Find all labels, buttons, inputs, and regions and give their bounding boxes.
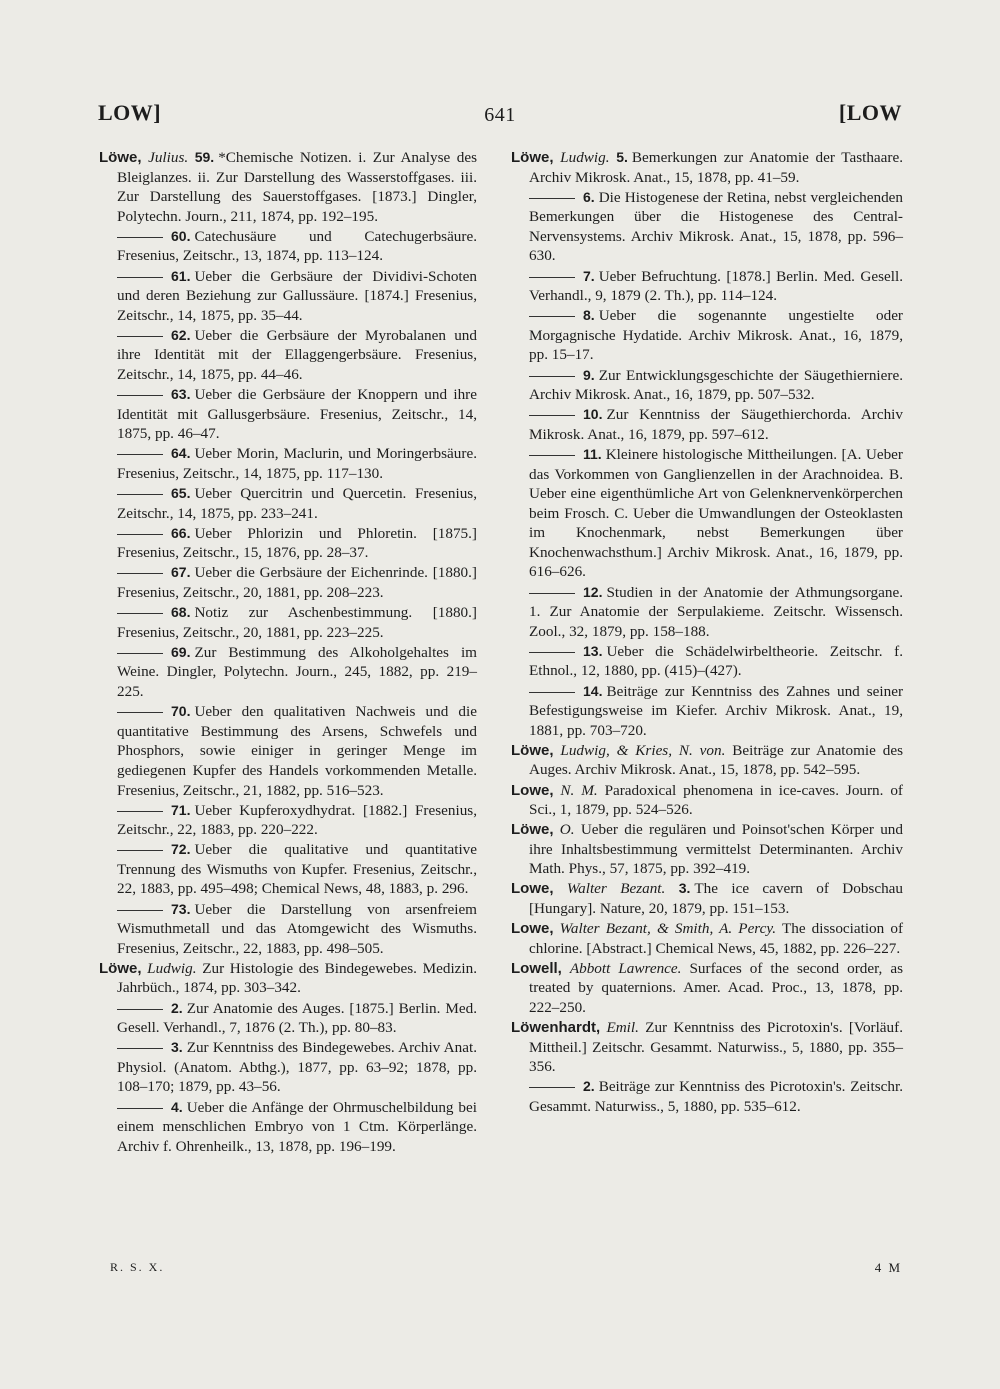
bibliography-entry [511, 642, 903, 681]
entry-text: Catechusäure und Catechugerbsäure. Fresenius, Zeitschr., 13, 1874, pp. 113–124. [117, 227, 477, 265]
entry-number: 6. [583, 188, 595, 205]
bibliography-entry [511, 919, 903, 958]
bibliography-entry [99, 603, 477, 642]
entry-number: 2. [583, 1078, 595, 1095]
bibliography-entry [99, 959, 477, 998]
bibliography-entry [99, 444, 477, 483]
ditto-dash [529, 277, 575, 278]
entry-number: 14. [583, 682, 603, 699]
right-column [511, 148, 903, 1117]
entry-number: 2. [171, 999, 183, 1016]
entry-number: 65. [171, 485, 191, 502]
entry-text: Ueber Befruchtung. [1878.] Berlin. Med. Gesell. Verhandl., 9, 1879 (2. Th.), pp. 114–124. [529, 267, 903, 305]
bibliography-entry [99, 563, 477, 602]
author-name: Lowe, [511, 880, 554, 898]
ditto-dash [117, 653, 163, 654]
ditto-dash [529, 198, 575, 199]
ditto-dash [529, 652, 575, 653]
entry-text: Ueber die Schädelwirbeltheorie. Zeitschr. f. Ethnol., 12, 1880, pp. (415)–(427). [529, 642, 903, 680]
entry-text: Bemerkungen zur Anatomie der Tasthaare. Archiv Mikrosk. Anat., 15, 1878, pp. 41–59. [529, 149, 904, 186]
bibliography-entry [511, 583, 903, 642]
entry-text: Zur Entwicklungsgeschichte der Säugethierniere. Archiv Mikrosk. Anat., 16, 1879, pp. 507–532. [529, 366, 903, 404]
ditto-dash [117, 910, 163, 911]
ditto-dash [117, 1048, 163, 1049]
ditto-dash [529, 1087, 575, 1088]
ditto-dash [117, 277, 163, 278]
bibliography-entry [511, 148, 903, 187]
ditto-dash [117, 573, 163, 574]
entry-number: 63. [171, 386, 191, 403]
entry-text: Ueber die Gerbsäure der Myrobalanen und ihre Identität mit der Ellaggengerbsäure. Fresenius, Zeitschr., 14, 1875, pp. 44–46. [117, 326, 477, 384]
ditto-dash [529, 455, 575, 456]
entry-number: 68. [171, 604, 191, 621]
entry-text: Zur Kenntniss des Picrotoxin's. [Vorläuf. Mittheil.] Zeitschr. Gesammt. Naturwiss., 5, 1880, pp. 355–356. [529, 1019, 904, 1076]
bibliography-entry [99, 900, 477, 959]
entry-number: 69. [171, 643, 191, 660]
ditto-dash [117, 811, 163, 812]
author-name: Löwe, [511, 149, 554, 166]
bibliography-entry [511, 1018, 903, 1077]
bibliography-entry [99, 801, 477, 840]
ditto-dash [529, 692, 575, 693]
entry-number: 67. [171, 564, 191, 581]
entry-text: Die Histogenese der Retina, nebst vergleichenden Bemerkungen über die Histogenese des Central-Nervensystems. Archiv Mikrosk. Anat., 15, 1878, pp. 596–630. [529, 188, 903, 265]
entry-text: Ueber die Gerbsäure der Eichenrinde. [1880.] Fresenius, Zeitschr., 20, 1881, pp. 208–223. [117, 564, 477, 602]
ditto-dash [529, 316, 575, 317]
entry-text: Ueber den qualitativen Nachweis und die quantitative Bestimmung des Arsens, Schwefels und Phosphors, sowie einiger in geringer Menge im gediegenen Kupfer des Handels vorkommenden Metalle. Fresenius, Zeitschr., 21, 1882, pp. 516–523. [117, 703, 477, 799]
ditto-dash [117, 850, 163, 851]
entry-number: 66. [171, 524, 191, 541]
entry-number: 13. [583, 642, 603, 659]
entry-number: 12. [583, 583, 603, 600]
bibliography-entry [99, 267, 477, 326]
ditto-dash [529, 415, 575, 416]
bibliography-entry [511, 1077, 903, 1116]
bibliography-entry [511, 741, 903, 780]
entry-text: The ice cavern of Dobschau [Hungary]. Nature, 20, 1879, pp. 151–153. [529, 880, 904, 918]
ditto-dash [529, 376, 575, 377]
running-head-left: LOW] [98, 100, 162, 125]
entry-number: 11. [583, 445, 602, 462]
author-forename: Julius. [148, 149, 189, 166]
signature-mark: R. S. X. [110, 1260, 165, 1274]
bibliography-entry [99, 1038, 477, 1097]
entry-text: Ueber Kupferoxydhydrat. [1882.] Fresenius, Zeitschr., 22, 1883, pp. 220–222. [117, 801, 477, 839]
author-forename: Ludwig, & Kries, N. von. [560, 741, 726, 759]
entry-text: Beiträge zur Kenntniss des Picrotoxin's. Zeitschr. Gesammt. Naturwiss., 5, 1880, pp. 535–612. [529, 1078, 903, 1115]
entry-number: 61. [171, 267, 191, 284]
entry-number: 59. [194, 149, 215, 165]
entry-text: Paradoxical phenomena in ice-caves. Journ. of Sci., 1, 1879, pp. 524–526. [529, 781, 903, 819]
author-forename: Ludwig. [560, 149, 610, 166]
entry-text: Notiz zur Aschenbestimmung. [1880.] Fresenius, Zeitschr., 20, 1881, pp. 223–225. [117, 604, 477, 641]
entry-text: The dissociation of chlorine. [Abstract.] Chemical News, 45, 1882, pp. 226–227. [529, 920, 904, 957]
author-name: Lowe, [511, 920, 554, 938]
bibliography-entry [511, 366, 903, 405]
entry-text: Ueber die Gerbsäure der Dividivi-Schoten und deren Beziehung zur Gallussäure. [1874.] Fresenius, Zeitschr., 14, 1875, pp. 35–44. [117, 267, 477, 324]
entry-number: 62. [171, 326, 191, 343]
author-forename: Emil. [606, 1019, 639, 1037]
author-forename: Walter Bezant, & Smith, A. Percy. [559, 920, 777, 938]
entry-text: Ueber die regulären und Poinsot'schen Körper und ihre Inhaltsbestimmung vermittelst Determinanten. Archiv Math. Phys., 57, 1875, pp. 392–419. [529, 821, 903, 878]
author-name: Lowe, [511, 781, 554, 799]
bibliography-entry [511, 682, 903, 741]
entry-number: 71. [171, 801, 191, 818]
bibliography-entry [99, 484, 477, 523]
ditto-dash [117, 534, 163, 535]
ditto-dash [117, 1009, 163, 1010]
bibliography-entry [511, 781, 903, 820]
bibliography-entry [99, 643, 477, 702]
ditto-dash [117, 1108, 163, 1109]
left-column [99, 148, 477, 1157]
entry-number: 72. [171, 841, 191, 858]
entry-number: 10. [583, 406, 603, 423]
entry-text: Surfaces of the second order, as treated by quaternions. Amer. Acad. Proc., 13, 1878, pp. 222–250. [529, 959, 903, 1017]
entry-text: Ueber die qualitative und quantitative Trennung des Wismuths von Kupfer. Fresenius, Zeitschr., 22, 1883, pp. 495–498; Chemical News, 48, 1883, p. 296. [117, 841, 477, 898]
bibliography-entry [99, 1098, 477, 1157]
ditto-dash [117, 494, 163, 495]
bibliography-entry [511, 306, 903, 365]
author-name: Lowell, [511, 959, 562, 977]
ditto-dash [117, 237, 163, 238]
ditto-dash [117, 712, 163, 713]
entry-number: 7. [583, 267, 595, 284]
running-head-right: [LOW [838, 100, 902, 125]
entry-text: *Chemische Notizen. i. Zur Analyse des Bleiglanzes. ii. Zur Darstellung des Wasserstoffgases. iii. Zur Darstellung des Sauerstoffgases. [1873.] Dingler, Polytechn. Journ., 211, 1874, pp. 192–195. [117, 149, 478, 225]
entry-text: Zur Histologie des Bindegewebes. Medizin. Jahrbüch., 1874, pp. 303–342. [117, 959, 478, 997]
gathering-mark: 4 M [874, 1260, 902, 1275]
author-name: Löwe, [99, 959, 142, 977]
entry-number: 73. [171, 900, 191, 917]
entry-number: 9. [583, 366, 595, 383]
entry-text: Beiträge zur Anatomie des Auges. Archiv Mikrosk. Anat., 15, 1878, pp. 542–595. [529, 741, 904, 779]
bibliography-entry [511, 188, 903, 266]
bibliography-entry [511, 445, 903, 582]
author-forename: Walter Bezant. [566, 880, 666, 898]
entry-text: Zur Kenntniss der Säugethierchorda. Archiv Mikrosk. Anat., 16, 1879, pp. 597–612. [529, 406, 903, 443]
bibliography-entry [511, 405, 903, 444]
entry-text: Studien in der Anatomie der Athmungsorgane. 1. Zur Anatomie der Serpulakieme. Zeitschr. Wissensch. Zool., 32, 1879, pp. 158–188. [529, 583, 903, 640]
entry-text: Ueber Morin, Maclurin, und Moringerbsäure. Fresenius, Zeitschr., 14, 1875, pp. 117–130. [117, 445, 477, 482]
bibliography-entry [99, 148, 477, 226]
author-forename: N. M. [560, 781, 598, 799]
entry-text: Ueber die Darstellung von arsenfreiem Wismuthmetall und das Atomgewicht des Wismuths. Fresenius, Zeitschr., 22, 1883, pp. 498–505. [117, 900, 477, 957]
entry-number: 8. [583, 307, 595, 324]
bibliography-entry [511, 879, 903, 918]
page-number: 641 [484, 104, 516, 126]
bibliography-entry [99, 999, 477, 1038]
entry-text: Ueber die Gerbsäure der Knoppern und ihre Identität mit Gallusgerbsäure. Fresenius, Zeitschr., 14, 1875, pp. 46–47. [117, 386, 477, 443]
bibliography-entry [99, 840, 477, 899]
bibliography-entry [511, 820, 903, 879]
bibliography-entry [99, 227, 477, 266]
author-forename: Abbott Lawrence. [569, 959, 682, 977]
author-name: Löwenhardt, [511, 1019, 601, 1037]
entry-number: 3. [171, 1039, 183, 1056]
entry-text: Ueber Phlorizin und Phloretin. [1875.] Fresenius, Zeitschr., 15, 1876, pp. 28–37. [117, 524, 477, 562]
ditto-dash [117, 454, 163, 455]
entry-text: Ueber Quercitrin und Quercetin. Fresenius, Zeitschr., 14, 1875, pp. 233–241. [117, 485, 477, 522]
entry-text: Beiträge zur Kenntniss des Zahnes und seiner Befestigungsweise im Kiefer. Archiv Mikrosk. Anat., 19, 1881, pp. 703–720. [529, 682, 903, 739]
entry-text: Zur Bestimmung des Alkoholgehaltes im Weine. Dingler, Polytechn. Journ., 245, 1882, pp. 219–225. [117, 643, 477, 701]
entry-number: 4. [171, 1098, 183, 1115]
bibliography-entry [511, 959, 903, 1018]
entry-text: Ueber die Anfänge der Ohrmuschelbildung bei einem menschlichen Embryo von 1 Ctm. Körperlänge. Archiv f. Ohrenheilk., 13, 1878, pp. 196–199. [117, 1098, 477, 1155]
entry-number: 64. [171, 445, 191, 462]
entry-text: Ueber die sogenannte ungestielte oder Morgagnische Hydatide. Archiv Mikrosk. Anat., 16, 1879, pp. 15–17. [529, 307, 903, 364]
entry-number: 60. [171, 227, 191, 244]
author-forename: O. [559, 821, 575, 839]
entry-text: Kleinere histologische Mittheilungen. [A. Ueber das Vorkommen von Ganglienzellen in der Arachnoidea. B. Ueber eine eigenthümliche Art von Gelenknervenkörperchen beim Frosch. C. Ueber die Umwandlungen der Osteoklasten im Knochenmark, nebst Bemerkungen über Knochenwachsthum.] Archiv Mikrosk. Anat., 16, 1879, pp. 616–626. [529, 445, 903, 581]
bibliography-entry [99, 702, 477, 800]
entry-number: 70. [171, 703, 191, 720]
ditto-dash [117, 336, 163, 337]
author-name: Löwe, [99, 149, 142, 166]
author-name: Löwe, [511, 741, 554, 759]
entry-number: 3. [678, 880, 691, 897]
bibliography-entry [99, 524, 477, 563]
bibliography-entry [511, 267, 903, 306]
author-name: Löwe, [511, 821, 554, 839]
ditto-dash [117, 613, 163, 614]
entry-text: Zur Anatomie des Auges. [1875.] Berlin. Med. Gesell. Verhandl., 7, 1876 (2. Th.), pp. 80–83. [117, 999, 477, 1037]
bibliography-entry [99, 385, 477, 444]
entry-text: Zur Kenntniss des Bindegewebes. Archiv Anat. Physiol. (Anatom. Abthg.), 1877, pp. 63–92; 1878, pp. 108–170; 1879, pp. 43–56. [117, 1039, 477, 1096]
ditto-dash [529, 593, 575, 594]
author-forename: Ludwig. [147, 959, 197, 977]
bibliography-entry [99, 326, 477, 385]
ditto-dash [117, 395, 163, 396]
entry-number: 5. [616, 149, 628, 165]
